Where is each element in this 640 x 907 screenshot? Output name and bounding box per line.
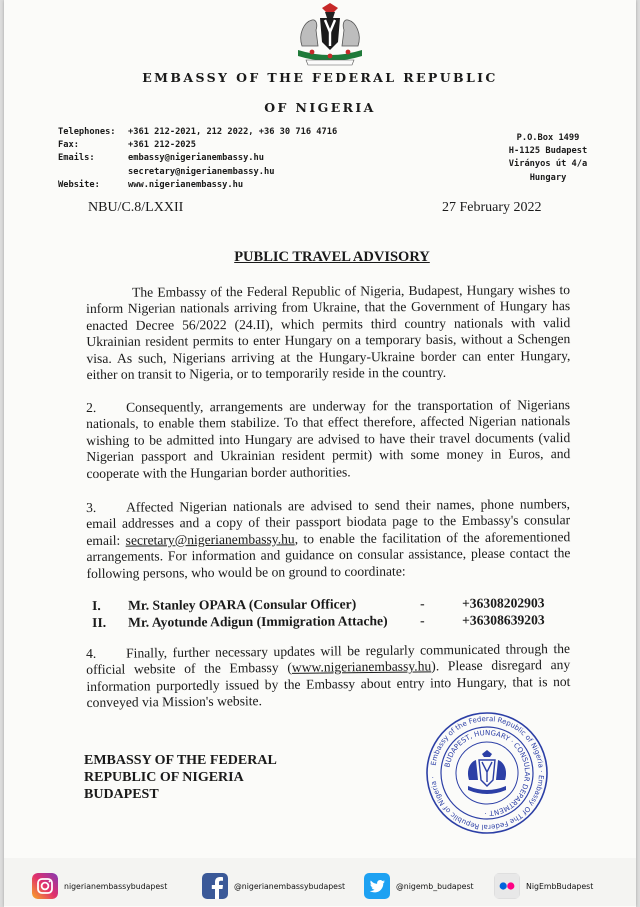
person-phone: +36308639203 <box>462 611 545 628</box>
list-numeral: I. <box>92 597 101 613</box>
paragraph-3-text-b: , to enable the facilitation of the aforementioned arrangements. For information and guidance on consular assistance, please contact the following persons, who would be on ground to coordinate: <box>86 529 571 581</box>
signoff-line: EMBASSY OF THE FEDERAL <box>84 753 277 768</box>
instagram-handle: nigerianembassybudapest <box>64 881 168 891</box>
address-line: Virányos út 4/a <box>508 159 588 170</box>
letter-page <box>4 0 636 907</box>
contact-label: Emails: <box>58 153 95 164</box>
stamp-inner-text: BUDAPEST, HUNGARY · CONSULAR DEPARTMENT · <box>443 728 532 818</box>
separator-dash: - <box>419 595 425 611</box>
coat-of-arms-icon <box>292 2 368 68</box>
consular-email-link[interactable]: secretary@nigerianembassy.hu <box>125 531 295 548</box>
contact-value: +361 212-2025 <box>128 140 196 151</box>
paragraph-4 <box>86 641 571 712</box>
paragraph-3-text-a: Affected Nigerian nationals are advised to send their names, phone numbers, email addresses and a copy of their passport biodata page to the Embassy's consular email: <box>86 496 571 548</box>
list-numeral: II. <box>92 614 107 630</box>
paragraph-number: 2. <box>86 399 97 415</box>
contact-row-emails-2 <box>58 166 388 179</box>
paragraph-3 <box>86 496 571 582</box>
contact-label: Telephones: <box>58 127 116 137</box>
twitter-handle: @nigemb_budapest <box>396 881 474 891</box>
separator-dash: - <box>420 612 425 628</box>
paragraph-1: The Embassy of the Federal Republic of Nigeria, Budapest, Hungary wishes to inform Nigerian nationals arriving from Ukraine, that the Government of Hungary has enacted Decree 56/2022 (24.II), which permits third country nationals with valid Ukrainian resident permits to enter Hungary on a temporary basis, without a Schengen visa. As such, Nigerians arriving at the Hungary-Ukraine border can enter Hungary, either on transit to Nigeria, or to temporarily reside in the country. <box>86 282 571 383</box>
contact-label: Fax: <box>58 140 79 151</box>
signoff-line: BUDAPEST <box>84 787 159 802</box>
contact-row-emails <box>58 152 388 165</box>
contact-value: +361 212-2021, 212 2022, +36 30 716 4716 <box>128 127 338 137</box>
paragraph-4-text-a: Finally, further necessary updates will be regularly communicated through the official website of the Embassy ( <box>86 640 571 678</box>
contact-block <box>58 126 388 192</box>
instagram-icon <box>32 873 58 899</box>
contact-row-website <box>58 179 388 192</box>
instagram-link[interactable] <box>32 872 167 900</box>
facebook-icon <box>202 873 228 899</box>
flickr-link[interactable] <box>494 872 593 900</box>
consular-stamp-icon <box>424 710 550 836</box>
twitter-link[interactable] <box>364 872 474 900</box>
letter-date: 27 February 2022 <box>442 200 542 215</box>
person-name: Mr. Ayotunde Adigun (Immigration Attache) <box>128 612 388 630</box>
contact-row-fax <box>58 139 388 152</box>
contact-value: www.nigerianembassy.hu <box>128 179 244 190</box>
paragraph-2-text: Consequently, arrangements are underway for the transportation of Nigerians nationals, to enable them stabilize. To that effect therefore, affected Nigerian nationals wishing to be admitted into Hungary are advised to have their travel documents (valid Nigerian passport and Ukrainian resident permit) with some money in Euros, and cooperate with the Hungarian border authorities. <box>86 397 571 481</box>
person-name: Mr. Stanley OPARA (Consular Officer) <box>127 596 357 613</box>
twitter-icon <box>364 873 390 899</box>
contact-label: Website: <box>58 179 100 190</box>
paragraph-number: 3. <box>86 499 97 515</box>
facebook-handle: @nigerianembassybudapest <box>234 881 346 891</box>
social-media-bar <box>4 858 636 906</box>
address-line: Hungary <box>529 172 567 183</box>
paragraph-number: 4. <box>86 645 97 661</box>
contact-persons-list <box>92 595 572 631</box>
person-phone: +36308202903 <box>461 595 545 611</box>
paragraph-2 <box>86 397 570 482</box>
address-line: H-1125 Budapest <box>508 146 588 157</box>
contact-row-telephones <box>58 126 388 139</box>
flickr-handle: NigEmbBudapest <box>526 881 594 891</box>
postal-address <box>490 132 606 185</box>
signoff-block <box>84 752 277 803</box>
paragraph-4-text-b: ). Please disregard any information purportedly issued by the Embassy about entry into Hungary, that is not conveyed via Mission's website. <box>86 657 571 711</box>
address-line: P.O.Box 1499 <box>516 133 580 143</box>
embassy-title-line2: OF NIGERIA <box>264 100 376 115</box>
contact-person-row <box>92 612 572 631</box>
advisory-heading: PUBLIC TRAVEL ADVISORY <box>234 249 430 265</box>
reference-number: NBU/C.8/LXXII <box>88 200 184 215</box>
website-link[interactable]: www.nigerianembassy.hu <box>291 658 432 676</box>
signoff-line: REPUBLIC OF NIGERIA <box>84 770 244 785</box>
contact-label <box>58 166 128 179</box>
flickr-icon <box>494 873 520 899</box>
contact-value: embassy@nigerianembassy.hu <box>128 153 264 164</box>
stamp-outer-text: Embassy of the Federal Republic of Nigeria · Embassy Of The Federal Republic of Nigeria · <box>429 714 546 832</box>
contact-value: secretary@nigerianembassy.hu <box>128 166 275 177</box>
embassy-title-line1: EMBASSY OF THE FEDERAL REPUBLIC <box>142 70 498 85</box>
facebook-link[interactable] <box>202 872 345 900</box>
